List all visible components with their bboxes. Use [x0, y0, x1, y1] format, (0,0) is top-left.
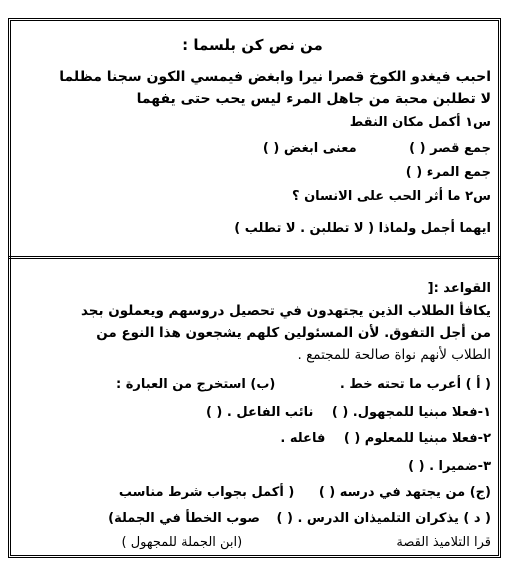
question-e-instruction: (ابن الجملة للمجهول ) — [121, 535, 243, 550]
b-item-active-subject: فاعله . — [280, 431, 326, 446]
question-2: س٢ ما أثر الحب على الانسان ؟ — [292, 189, 491, 204]
question-c-row — [14, 484, 491, 502]
question-c: (ج) من يجتهد في درسه ( ) — [318, 485, 491, 500]
question-3: ايهما أجمل ولماذا ( لا تطلبن . لا تطلب ) — [234, 221, 491, 236]
b-item-passive-subject: نائب الفاعل . ( ) — [205, 405, 314, 420]
question-e: قرا التلاميذ القصة — [396, 535, 491, 550]
section1-title: من نص كن بلسما : — [182, 36, 323, 54]
question-c-instruction: ( أكمل بجواب شرط مناسب — [118, 485, 295, 500]
question-d: ( د ) يذكران التلميذان الدرس . ( ) — [276, 511, 491, 526]
question-b: (ب) استخرج من العبارة : — [115, 377, 276, 392]
grammar-paragraph-line-1: يكافأ الطلاب الذين يجتهدون في تحصيل دروسهم ويعملون بجد — [80, 303, 491, 319]
question-1-items-row — [14, 140, 491, 158]
question-a-b-row — [14, 376, 491, 394]
question-d-row — [14, 510, 491, 528]
question-1: س١ أكمل مكان النقط — [349, 115, 491, 130]
q1-item-meaning-abghid: معنى ابغض ( ) — [262, 141, 357, 156]
poem-line-1: احبب فيغدو الكوخ قصرا نيرا وابغض فيمسي الكون سجنا مظلما — [59, 69, 491, 85]
grammar-paragraph-line-2: من أجل التفوق. لأن المسئولين كلهم يشجعون هذا النوع من — [96, 325, 491, 341]
grammar-paragraph-line-3: الطلاب لأنهم نواة صالحة للمجتمع . — [297, 347, 491, 363]
b-item-pronoun: ٣-ضميرا . ( ) — [408, 459, 491, 474]
b-item-active-verb: ٢-فعلا مبنيا للمعلوم ( ) — [343, 431, 491, 446]
q1-item-plural-qasr: جمع قصر ( ) — [409, 141, 491, 156]
question-b-item-1-row — [14, 404, 491, 422]
b-item-passive-verb: ١-فعلا مبنيا للمجهول. ( ) — [331, 405, 491, 420]
section-divider — [8, 256, 501, 259]
poem-line-2: لا تطلبن محبة من جاهل المرء ليس يحب حتى يفهما — [136, 91, 491, 107]
question-a: ( أ ) أعرب ما تحته خط . — [339, 377, 491, 392]
question-d-instruction: صوب الخطأ في الجملة) — [108, 511, 260, 526]
question-e-row — [14, 534, 491, 552]
q1-item-plural-mar: جمع المرء ( ) — [405, 165, 491, 180]
question-b-item-2-row — [14, 430, 491, 448]
grammar-heading: القواعد :[ — [427, 281, 491, 296]
